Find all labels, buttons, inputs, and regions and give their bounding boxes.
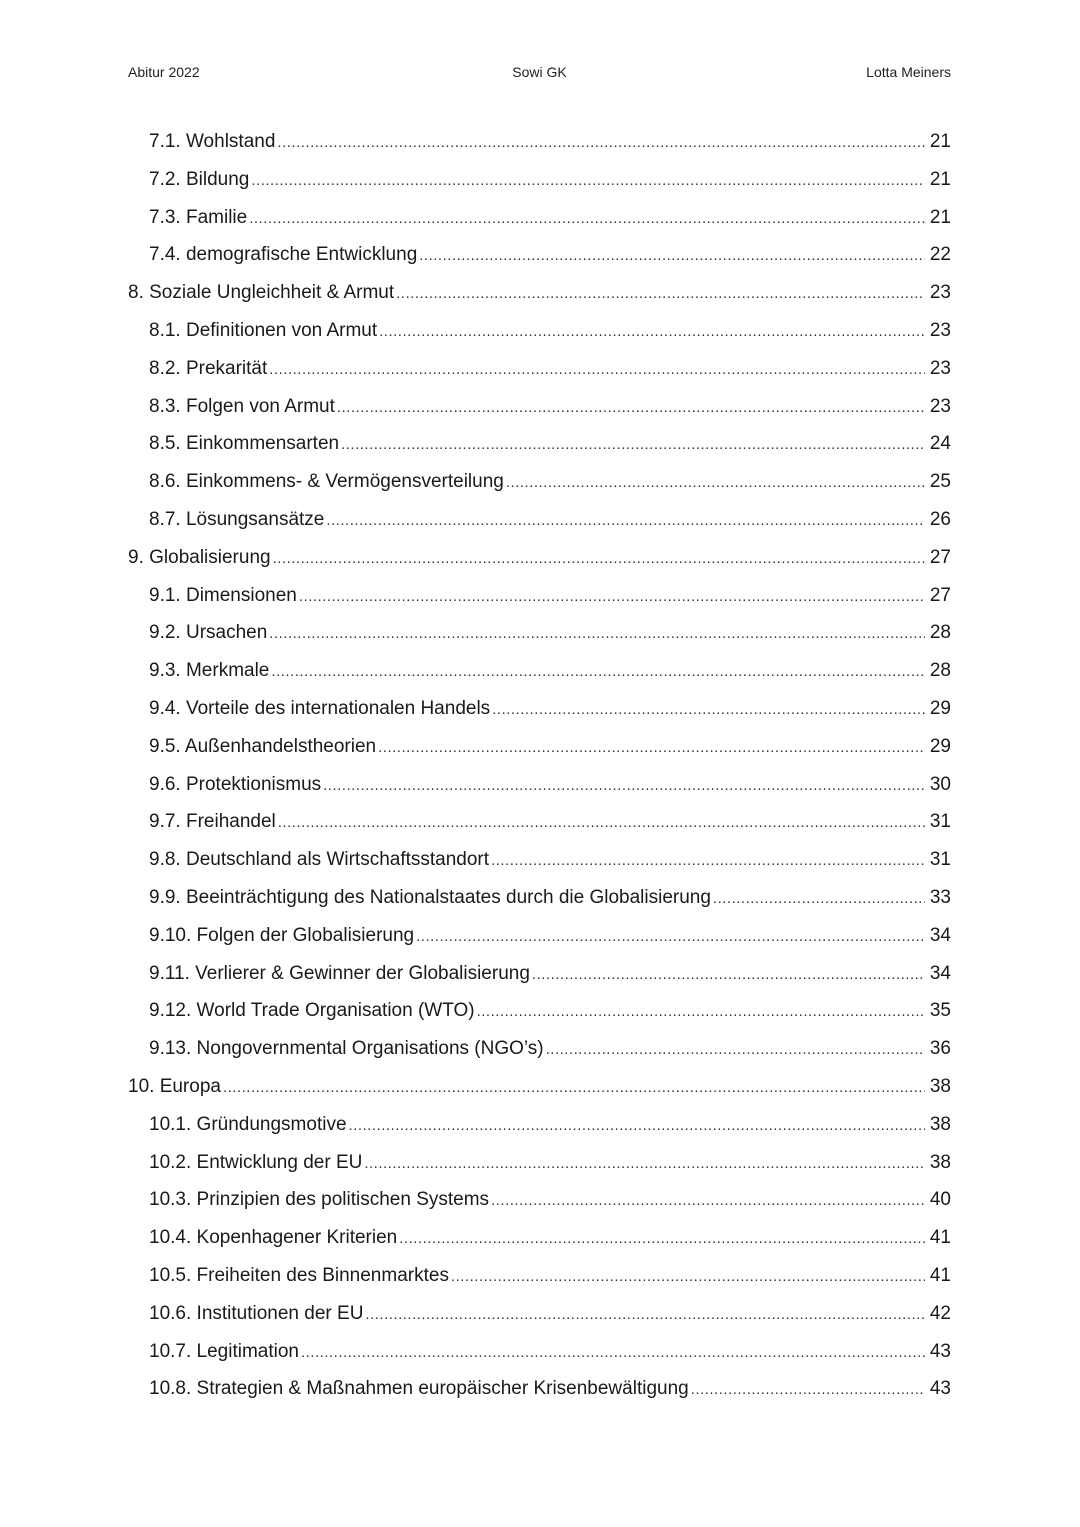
toc-entry-page-number: 23 xyxy=(929,319,951,341)
toc-section-entry[interactable] xyxy=(128,766,951,804)
toc-dot-leader xyxy=(491,842,925,880)
toc-entry-title: 7.3. Familie xyxy=(149,206,248,228)
toc-dot-leader xyxy=(364,1145,925,1183)
toc-entry-title: 8.7. Lösungsansätze xyxy=(149,508,325,530)
toc-dot-leader xyxy=(273,540,925,578)
toc-entry-page-number: 40 xyxy=(929,1189,951,1211)
toc-entry-title: 10.6. Institutionen der EU xyxy=(149,1302,364,1324)
toc-dot-leader xyxy=(451,1258,925,1296)
toc-dot-leader xyxy=(532,956,925,994)
toc-entry-title: 9.10. Folgen der Globalisierung xyxy=(149,924,415,946)
toc-section-entry[interactable] xyxy=(128,1030,951,1068)
toc-dot-leader xyxy=(477,993,925,1031)
toc-section-entry[interactable] xyxy=(128,425,951,463)
toc-dot-leader xyxy=(337,389,925,427)
toc-dot-leader xyxy=(506,464,925,502)
toc-entry-title: 7.4. demografische Entwicklung xyxy=(149,244,418,266)
toc-dot-leader xyxy=(249,200,925,238)
toc-entry-title: 9.11. Verlierer & Gewinner der Globalisierung xyxy=(149,962,530,984)
toc-entry-page-number: 36 xyxy=(929,1038,951,1060)
toc-entry-page-number: 22 xyxy=(929,244,951,266)
header-subject-label: Sowi GK xyxy=(512,64,567,80)
toc-entry-page-number: 41 xyxy=(929,1227,951,1249)
toc-dot-leader xyxy=(326,502,925,540)
toc-entry-title: 8.1. Definitionen von Armut xyxy=(149,319,378,341)
toc-entry-title: 10.8. Strategien & Maßnahmen europäischer Krisenbewältigung xyxy=(149,1378,689,1400)
toc-entry-title: 10.7. Legitimation xyxy=(149,1340,299,1362)
toc-entry-title: 10.4. Kopenhagener Kriterien xyxy=(149,1227,398,1249)
toc-entry-title: 9.3. Merkmale xyxy=(149,660,270,682)
toc-entry-title: 9. Globalisierung xyxy=(128,546,271,568)
toc-entry-page-number: 26 xyxy=(929,508,951,530)
toc-entry-title: 9.9. Beeinträchtigung des Nationalstaates durch die Globalisierung xyxy=(149,886,711,908)
toc-section-entry[interactable] xyxy=(128,652,951,690)
toc-entry-title: 8.6. Einkommens- & Vermögensverteilung xyxy=(149,471,504,493)
toc-entry-title: 9.12. World Trade Organisation (WTO) xyxy=(149,1000,475,1022)
toc-entry-page-number: 42 xyxy=(929,1302,951,1324)
toc-dot-leader xyxy=(419,237,925,275)
toc-entry-title: 9.5. Außenhandelstheorien xyxy=(149,735,377,757)
toc-section-entry[interactable] xyxy=(128,728,951,766)
toc-dot-leader xyxy=(491,1182,925,1220)
toc-section-entry[interactable] xyxy=(128,1257,951,1295)
toc-entry-page-number: 21 xyxy=(929,206,951,228)
toc-section-entry[interactable] xyxy=(128,917,951,955)
toc-dot-leader xyxy=(396,275,925,313)
toc-entry-title: 9.13. Nongovernmental Organisations (NGO’s) xyxy=(149,1038,544,1060)
toc-section-entry[interactable] xyxy=(128,1181,951,1219)
toc-entry-title: 10.5. Freiheiten des Binnenmarktes xyxy=(149,1264,449,1286)
toc-entry-title: 9.6. Protektionismus xyxy=(149,773,322,795)
toc-section-entry[interactable] xyxy=(128,1219,951,1257)
toc-entry-page-number: 23 xyxy=(929,357,951,379)
toc-section-entry[interactable] xyxy=(128,236,951,274)
toc-dot-leader xyxy=(269,351,925,389)
toc-dot-leader xyxy=(223,1069,925,1107)
toc-section-entry[interactable] xyxy=(128,350,951,388)
toc-entry-title: 8.2. Prekarität xyxy=(149,357,268,379)
toc-section-entry[interactable] xyxy=(128,841,951,879)
toc-section-entry[interactable] xyxy=(128,614,951,652)
table-of-contents xyxy=(128,123,951,1408)
toc-dot-leader xyxy=(492,691,925,729)
toc-entry-title: 8.5. Einkommensarten xyxy=(149,433,340,455)
toc-dot-leader xyxy=(546,1031,925,1069)
toc-dot-leader xyxy=(341,426,925,464)
toc-entry-title: 9.1. Dimensionen xyxy=(149,584,297,606)
toc-entry-title: 9.8. Deutschland als Wirtschaftsstandort xyxy=(149,849,490,871)
toc-entry-title: 7.1. Wohlstand xyxy=(149,131,276,152)
toc-entry-page-number: 43 xyxy=(929,1378,951,1400)
toc-section-entry[interactable] xyxy=(128,577,951,615)
toc-section-entry[interactable] xyxy=(128,388,951,426)
toc-dot-leader xyxy=(365,1296,925,1334)
toc-section-entry[interactable] xyxy=(128,992,951,1030)
toc-section-entry[interactable] xyxy=(128,501,951,539)
toc-entry-page-number: 27 xyxy=(929,546,951,568)
toc-entry-page-number: 41 xyxy=(929,1264,951,1286)
toc-dot-leader xyxy=(691,1371,925,1409)
toc-section-entry[interactable] xyxy=(128,879,951,917)
toc-entry-title: 10. Europa xyxy=(128,1075,221,1097)
toc-entry-page-number: 25 xyxy=(929,471,951,493)
toc-section-entry[interactable] xyxy=(128,690,951,728)
toc-entry-page-number: 23 xyxy=(929,395,951,417)
toc-entry-title: 8. Soziale Ungleichheit & Armut xyxy=(128,282,395,304)
toc-entry-title: 10.2. Entwicklung der EU xyxy=(149,1151,363,1173)
toc-dot-leader xyxy=(379,313,925,351)
toc-section-entry[interactable] xyxy=(128,199,951,237)
toc-dot-leader xyxy=(416,918,925,956)
toc-entry-page-number: 23 xyxy=(929,282,951,304)
toc-dot-leader xyxy=(349,1107,925,1145)
toc-entry-title: 9.7. Freihandel xyxy=(149,811,276,833)
toc-entry-title: 10.3. Prinzipien des politischen Systems xyxy=(149,1189,490,1211)
toc-entry-page-number: 38 xyxy=(929,1151,951,1173)
toc-entry-page-number: 31 xyxy=(929,811,951,833)
toc-entry-page-number: 38 xyxy=(929,1075,951,1097)
toc-entry-page-number: 29 xyxy=(929,697,951,719)
toc-entry-page-number: 27 xyxy=(929,584,951,606)
toc-section-entry[interactable] xyxy=(128,1106,951,1144)
toc-entry-page-number: 34 xyxy=(929,962,951,984)
toc-entry-title: 9.2. Ursachen xyxy=(149,622,268,644)
toc-dot-leader xyxy=(277,124,925,162)
toc-chapter-entry[interactable] xyxy=(128,1068,951,1106)
header-author-name: Lotta Meiners xyxy=(866,64,951,80)
toc-entry-title: 10.1. Gründungsmotive xyxy=(149,1113,347,1135)
toc-dot-leader xyxy=(713,880,925,918)
toc-entry-title: 9.4. Vorteile des internationalen Handels xyxy=(149,697,491,719)
toc-section-entry[interactable] xyxy=(128,312,951,350)
toc-dot-leader xyxy=(378,729,925,767)
toc-entry-page-number: 28 xyxy=(929,660,951,682)
toc-entry-title: 7.2. Bildung xyxy=(149,168,250,190)
toc-entry-page-number: 29 xyxy=(929,735,951,757)
toc-dot-leader xyxy=(299,578,925,616)
toc-chapter-entry[interactable] xyxy=(128,274,951,312)
toc-entry-page-number: 43 xyxy=(929,1340,951,1362)
toc-entry-page-number: 30 xyxy=(929,773,951,795)
toc-entry-page-number: 38 xyxy=(929,1113,951,1135)
toc-entry-page-number: 21 xyxy=(929,131,951,152)
page-header xyxy=(128,64,951,86)
header-exam-label: Abitur 2022 xyxy=(128,64,200,80)
toc-dot-leader xyxy=(269,615,925,653)
toc-section-entry[interactable] xyxy=(128,161,951,199)
toc-dot-leader xyxy=(323,767,925,805)
toc-section-entry[interactable] xyxy=(128,123,951,161)
toc-entry-page-number: 35 xyxy=(929,1000,951,1022)
toc-section-entry[interactable] xyxy=(128,803,951,841)
toc-entry-page-number: 21 xyxy=(929,168,951,190)
toc-entry-page-number: 28 xyxy=(929,622,951,644)
toc-section-entry[interactable] xyxy=(128,463,951,501)
toc-section-entry[interactable] xyxy=(128,1333,951,1371)
toc-dot-leader xyxy=(251,162,925,200)
toc-section-entry[interactable] xyxy=(128,1295,951,1333)
toc-section-entry[interactable] xyxy=(128,1144,951,1182)
toc-dot-leader xyxy=(399,1220,925,1258)
toc-entry-page-number: 34 xyxy=(929,924,951,946)
toc-entry-page-number: 31 xyxy=(929,849,951,871)
toc-chapter-entry[interactable] xyxy=(128,539,951,577)
toc-entry-page-number: 24 xyxy=(929,433,951,455)
toc-entry-page-number: 33 xyxy=(929,886,951,908)
toc-dot-leader xyxy=(271,653,925,691)
toc-dot-leader xyxy=(278,804,925,842)
toc-section-entry[interactable] xyxy=(128,1370,951,1408)
toc-entry-title: 8.3. Folgen von Armut xyxy=(149,395,335,417)
toc-section-entry[interactable] xyxy=(128,955,951,993)
toc-dot-leader xyxy=(301,1334,925,1372)
